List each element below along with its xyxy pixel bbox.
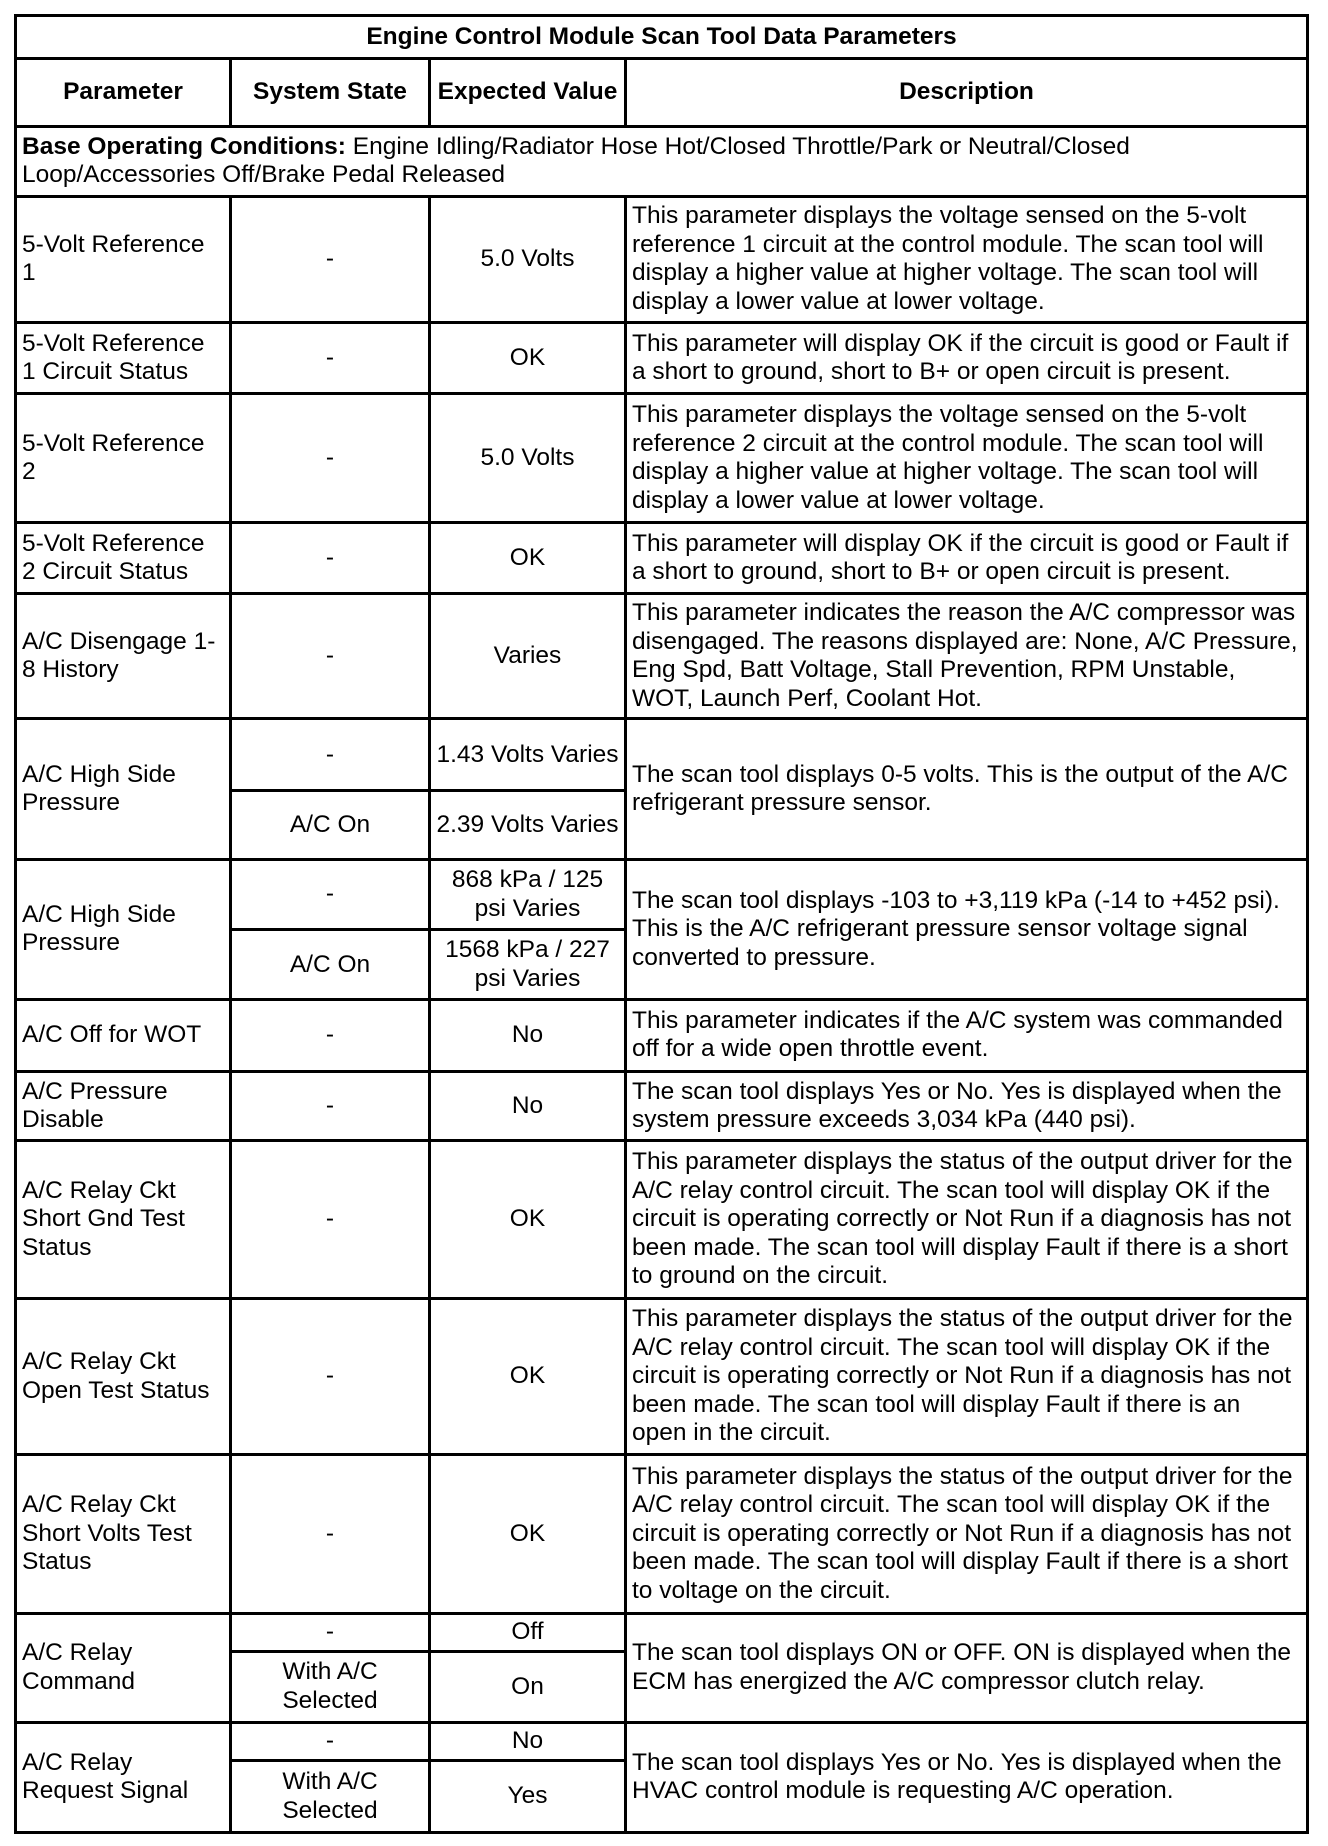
table-row bbox=[16, 1071, 1308, 1141]
system-state-cell: - bbox=[231, 594, 430, 719]
table-row bbox=[16, 1722, 1308, 1760]
parameter-cell: A/C Relay Command bbox=[16, 1613, 231, 1722]
expected-value-cell: 868 kPa / 125 psi Varies bbox=[430, 859, 626, 930]
table-row bbox=[16, 1455, 1308, 1613]
table-row bbox=[16, 594, 1308, 719]
expected-value-cell: On bbox=[430, 1652, 626, 1723]
base-conditions-text: Engine Idling/Radiator Hose Hot/Closed Throttle/Park or Neutral/Closed Loop/Accessories Off/Brake Pedal Released bbox=[22, 132, 1130, 189]
description-cell: This parameter will display OK if the circuit is good or Fault if a short to ground, short to B+ or open circuit is present. bbox=[626, 322, 1308, 394]
system-state-cell: - bbox=[231, 1613, 430, 1651]
table-row bbox=[16, 394, 1308, 522]
system-state-cell: A/C On bbox=[231, 791, 430, 860]
expected-value-cell: OK bbox=[430, 1455, 626, 1613]
system-state-cell: With A/C Selected bbox=[231, 1761, 430, 1833]
expected-value-cell: No bbox=[430, 1000, 626, 1072]
table-row bbox=[16, 1613, 1308, 1651]
description-cell: This parameter displays the status of the output driver for the A/C relay control circuit. The scan tool will display OK if the circuit is operating correctly or Not Run if a diagnosis has not been made. The scan tool will display Fault if there is a short to voltage on the circuit. bbox=[626, 1455, 1308, 1613]
description-cell: This parameter displays the status of the output driver for the A/C relay control circuit. The scan tool will display OK if the circuit is operating correctly or Not Run if a diagnosis has not been made. The scan tool will display Fault if there is an open in the circuit. bbox=[626, 1298, 1308, 1454]
description-cell: This parameter indicates if the A/C system was commanded off for a wide open throttle event. bbox=[626, 1000, 1308, 1072]
description-cell: The scan tool displays Yes or No. Yes is displayed when the HVAC control module is requesting A/C operation. bbox=[626, 1722, 1308, 1832]
system-state-cell: - bbox=[231, 859, 430, 930]
expected-value-cell: 1568 kPa / 227 psi Varies bbox=[430, 930, 626, 1000]
description-cell: This parameter will display OK if the circuit is good or Fault if a short to ground, short to B+ or open circuit is present. bbox=[626, 522, 1308, 594]
system-state-cell: - bbox=[231, 522, 430, 594]
base-operating-conditions bbox=[16, 127, 1308, 197]
description-cell: This parameter displays the voltage sensed on the 5-volt reference 1 circuit at the control module. The scan tool will display a higher value at higher voltage. The scan tool will display a lower value at lower voltage. bbox=[626, 196, 1308, 322]
table-row bbox=[16, 1000, 1308, 1072]
description-cell: The scan tool displays Yes or No. Yes is displayed when the system pressure exceeds 3,034 kPa (440 psi). bbox=[626, 1071, 1308, 1141]
system-state-cell: - bbox=[231, 1722, 430, 1760]
description-cell: The scan tool displays ON or OFF. ON is displayed when the ECM has energized the A/C compressor clutch relay. bbox=[626, 1613, 1308, 1722]
expected-value-cell: Varies bbox=[430, 594, 626, 719]
system-state-cell: - bbox=[231, 1141, 430, 1298]
expected-value-cell: 1.43 Volts Varies bbox=[430, 719, 626, 791]
header-description: Description bbox=[626, 59, 1308, 127]
description-cell: This parameter indicates the reason the A/C compressor was disengaged. The reasons displayed are: None, A/C Pressure, Eng Spd, Batt Voltage, Stall Prevention, RPM Unstable, WOT, Launch Perf, Coolant Hot. bbox=[626, 594, 1308, 719]
parameter-cell: A/C Pressure Disable bbox=[16, 1071, 231, 1141]
expected-value-cell: No bbox=[430, 1071, 626, 1141]
table-row bbox=[16, 1298, 1308, 1454]
expected-value-cell: No bbox=[430, 1722, 626, 1760]
description-cell: This parameter displays the voltage sensed on the 5-volt reference 2 circuit at the control module. The scan tool will display a higher value at higher voltage. The scan tool will display a lower value at lower voltage. bbox=[626, 394, 1308, 522]
expected-value-cell: 2.39 Volts Varies bbox=[430, 791, 626, 860]
table-row bbox=[16, 1141, 1308, 1298]
system-state-cell: - bbox=[231, 1455, 430, 1613]
system-state-cell: - bbox=[231, 394, 430, 522]
description-cell: The scan tool displays -103 to +3,119 kPa (-14 to +452 psi). This is the A/C refrigerant pressure sensor voltage signal converted to pressure. bbox=[626, 859, 1308, 999]
parameter-cell: A/C Disengage 1-8 History bbox=[16, 594, 231, 719]
parameter-cell: 5-Volt Reference 2 bbox=[16, 394, 231, 522]
description-cell: The scan tool displays 0-5 volts. This is the output of the A/C refrigerant pressure sensor. bbox=[626, 719, 1308, 859]
system-state-cell: A/C On bbox=[231, 930, 430, 1000]
table-title: Engine Control Module Scan Tool Data Parameters bbox=[16, 16, 1308, 59]
expected-value-cell: Off bbox=[430, 1613, 626, 1651]
system-state-cell: - bbox=[231, 1071, 430, 1141]
table-row bbox=[16, 196, 1308, 322]
parameter-cell: A/C Relay Ckt Open Test Status bbox=[16, 1298, 231, 1454]
system-state-cell: - bbox=[231, 196, 430, 322]
table-row bbox=[16, 719, 1308, 791]
expected-value-cell: OK bbox=[430, 1141, 626, 1298]
expected-value-cell: Yes bbox=[430, 1761, 626, 1833]
expected-value-cell: OK bbox=[430, 322, 626, 394]
header-system-state: System State bbox=[231, 59, 430, 127]
parameter-cell: 5-Volt Reference 2 Circuit Status bbox=[16, 522, 231, 594]
expected-value-cell: OK bbox=[430, 522, 626, 594]
expected-value-cell: 5.0 Volts bbox=[430, 196, 626, 322]
parameter-cell: 5-Volt Reference 1 Circuit Status bbox=[16, 322, 231, 394]
parameter-cell: A/C Relay Ckt Short Gnd Test Status bbox=[16, 1141, 231, 1298]
description-cell: This parameter displays the status of the output driver for the A/C relay control circuit. The scan tool will display OK if the circuit is operating correctly or Not Run if a diagnosis has not been made. The scan tool will display Fault if there is a short to ground on the circuit. bbox=[626, 1141, 1308, 1298]
system-state-cell: With A/C Selected bbox=[231, 1652, 430, 1723]
system-state-cell: - bbox=[231, 322, 430, 394]
system-state-cell: - bbox=[231, 1298, 430, 1454]
table-row bbox=[16, 859, 1308, 930]
parameter-cell: 5-Volt Reference 1 bbox=[16, 196, 231, 322]
header-expected-value: Expected Value bbox=[430, 59, 626, 127]
base-conditions-label: Base Operating Conditions: bbox=[22, 132, 346, 160]
expected-value-cell: OK bbox=[430, 1298, 626, 1454]
system-state-cell: - bbox=[231, 1000, 430, 1072]
table-row bbox=[16, 522, 1308, 594]
parameter-cell: A/C Relay Ckt Short Volts Test Status bbox=[16, 1455, 231, 1613]
parameter-cell: A/C High Side Pressure bbox=[16, 719, 231, 859]
parameter-cell: A/C Off for WOT bbox=[16, 1000, 231, 1072]
scan-tool-data-table bbox=[14, 14, 1309, 1834]
parameter-cell: A/C High Side Pressure bbox=[16, 859, 231, 999]
parameter-cell: A/C Relay Request Signal bbox=[16, 1722, 231, 1832]
expected-value-cell: 5.0 Volts bbox=[430, 394, 626, 522]
header-parameter: Parameter bbox=[16, 59, 231, 127]
system-state-cell: - bbox=[231, 719, 430, 791]
table-row bbox=[16, 322, 1308, 394]
